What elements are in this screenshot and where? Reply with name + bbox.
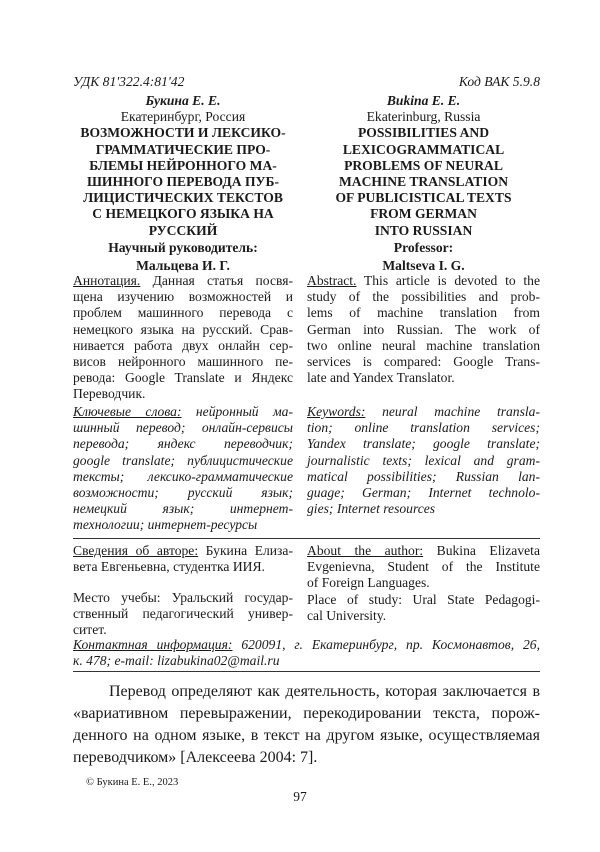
line: проблем машинного перевода с xyxy=(73,305,293,321)
en-city: Ekaterinburg, Russia xyxy=(307,109,540,125)
line: services is compared: Google Trans- xyxy=(307,354,540,370)
line: немецкого языка на русский. Срав- xyxy=(73,322,293,338)
line: Перевод определяют как деятельность, которая заключается в xyxy=(73,681,540,703)
title-line: ЛИЦИСТИЧЕСКИХ ТЕКСТОВ xyxy=(73,190,293,206)
contact-info xyxy=(73,637,540,669)
line: щена изучению возможностей и xyxy=(73,289,293,305)
ru-supervisor-label: Научный руководитель: xyxy=(73,240,293,256)
title-line: FROM GERMAN xyxy=(307,206,540,222)
line: перевода; яндекс переводчик; xyxy=(73,436,293,452)
line: cal University. xyxy=(307,608,540,624)
title-line: ГРАММАТИЧЕСКИЕ ПРО- xyxy=(73,142,293,158)
title-line: POSSIBILITIES AND xyxy=(307,125,540,141)
line: Bukina Elizaveta xyxy=(423,543,540,558)
line: two online neural machine translation xyxy=(307,338,540,354)
line: gies; Internet resources xyxy=(307,501,540,517)
divider xyxy=(73,671,540,672)
line: «вариативном перевыражении, перекодировании текста, порож- xyxy=(73,703,540,725)
line: lems of machine translation from xyxy=(307,305,540,321)
title-line: С НЕМЕЦКОГО ЯЗЫКА НА xyxy=(73,206,293,222)
divider xyxy=(73,538,540,539)
line: 620091, г. Екатеринбург, пр. Космонавтов, 26, xyxy=(232,637,540,652)
title-line: PROBLEMS OF NEURAL xyxy=(307,158,540,174)
line: neural machine transla- xyxy=(365,404,540,419)
ru-abstract-label: Аннотация. xyxy=(73,273,140,288)
ru-keywords xyxy=(73,404,293,534)
line: matical possibilities; Russian lan- xyxy=(307,469,540,485)
line: Место учебы: Уральский государ- xyxy=(73,590,293,606)
line: google translate; публицистические xyxy=(73,453,293,469)
title-line: LEXICOGRAMMATICAL xyxy=(307,142,540,158)
line: Данная статья посвя- xyxy=(140,273,293,288)
line: Yandex translate; google translate; xyxy=(307,436,540,452)
ru-about-label: Сведения об авторе: xyxy=(73,543,198,558)
ru-author: Букина Е. Е. xyxy=(73,93,293,109)
line: к. 478; e-mail: lizabukina02@mail.ru xyxy=(73,653,540,669)
title-line: БЛЕМЫ НЕЙРОННОГО МА- xyxy=(73,158,293,174)
ru-study xyxy=(73,590,293,639)
line: study of the possibilities and prob- xyxy=(307,289,540,305)
udk-code: УДК 81'322.4:81'42 xyxy=(73,74,293,90)
line: денного на одном языке, в текст на другом языке, осуществляемая xyxy=(73,725,540,747)
line: Place of study: Ural State Pedagogi- xyxy=(307,592,540,608)
en-about xyxy=(307,543,540,592)
vak-code: Код ВАК 5.9.8 xyxy=(307,74,540,90)
line: late and Yandex Translator. xyxy=(307,370,540,386)
line: tion; online translation services; xyxy=(307,420,540,436)
title-line: ВОЗМОЖНОСТИ И ЛЕКСИКО- xyxy=(73,125,293,141)
line: ственный педагогический универ- xyxy=(73,606,293,622)
line: висов нейронного машинного пе- xyxy=(73,354,293,370)
line: шинный перевод; онлайн-сервисы xyxy=(73,420,293,436)
en-supervisor: Maltseva I. G. xyxy=(307,258,540,274)
en-abstract-label: Abstract. xyxy=(307,273,356,288)
line: German into Russian. The work of xyxy=(307,322,540,338)
ru-header xyxy=(73,93,293,274)
line: переводчиком» [Алексеева 2004: 7]. xyxy=(73,747,540,769)
en-about-label: About the author: xyxy=(307,543,423,558)
ru-keywords-label: Ключевые слова: xyxy=(73,404,182,419)
en-supervisor-label: Professor: xyxy=(307,240,540,256)
contact-label: Контактная информация: xyxy=(73,637,232,652)
line: Переводчик. xyxy=(73,386,293,402)
line: ситет. xyxy=(73,622,293,638)
en-keywords xyxy=(307,404,540,517)
line: нейронный ма- xyxy=(182,404,294,419)
title-line: OF PUBLICISTICAL TEXTS xyxy=(307,190,540,206)
line: возможности; русский язык; xyxy=(73,485,293,501)
ru-supervisor: Мальцева И. Г. xyxy=(73,258,293,274)
ru-abstract xyxy=(73,273,293,403)
en-study xyxy=(307,592,540,624)
line: Evgenievna, Student of the Institute xyxy=(307,559,540,575)
title-line: MACHINE TRANSLATION xyxy=(307,174,540,190)
line: технологии; интернет-ресурсы xyxy=(73,517,293,533)
title-line: РУССКИЙ xyxy=(73,223,293,239)
line: Букина Елиза- xyxy=(198,543,293,558)
copyright: © Букина Е. Е., 2023 xyxy=(86,777,178,788)
title-line: ШИННОГО ПЕРЕВОДА ПУБ- xyxy=(73,174,293,190)
line: journalistic texts; lexical and gram- xyxy=(307,453,540,469)
line: of Foreign Languages. xyxy=(307,575,540,591)
body-paragraph xyxy=(73,681,540,769)
line: guage; German; Internet technolo- xyxy=(307,485,540,501)
line: вета Евгеньевна, студентка ИИЯ. xyxy=(73,559,293,575)
line: ревода: Google Translate и Яндекс xyxy=(73,370,293,386)
line: тексты; лексико-грамматические xyxy=(73,469,293,485)
ru-about xyxy=(73,543,293,575)
line: нивается работа двух онлайн сер- xyxy=(73,338,293,354)
line: This article is devoted to the xyxy=(356,273,540,288)
ru-title xyxy=(73,125,293,238)
en-abstract xyxy=(307,273,540,386)
en-title xyxy=(307,125,540,238)
line: немецкий язык; интернет- xyxy=(73,501,293,517)
en-author: Bukina E. E. xyxy=(307,93,540,109)
en-header xyxy=(307,93,540,274)
ru-city: Екатеринбург, Россия xyxy=(73,109,293,125)
title-line: INTO RUSSIAN xyxy=(307,223,540,239)
en-keywords-label: Keywords: xyxy=(307,404,365,419)
page-number: 97 xyxy=(0,789,600,805)
